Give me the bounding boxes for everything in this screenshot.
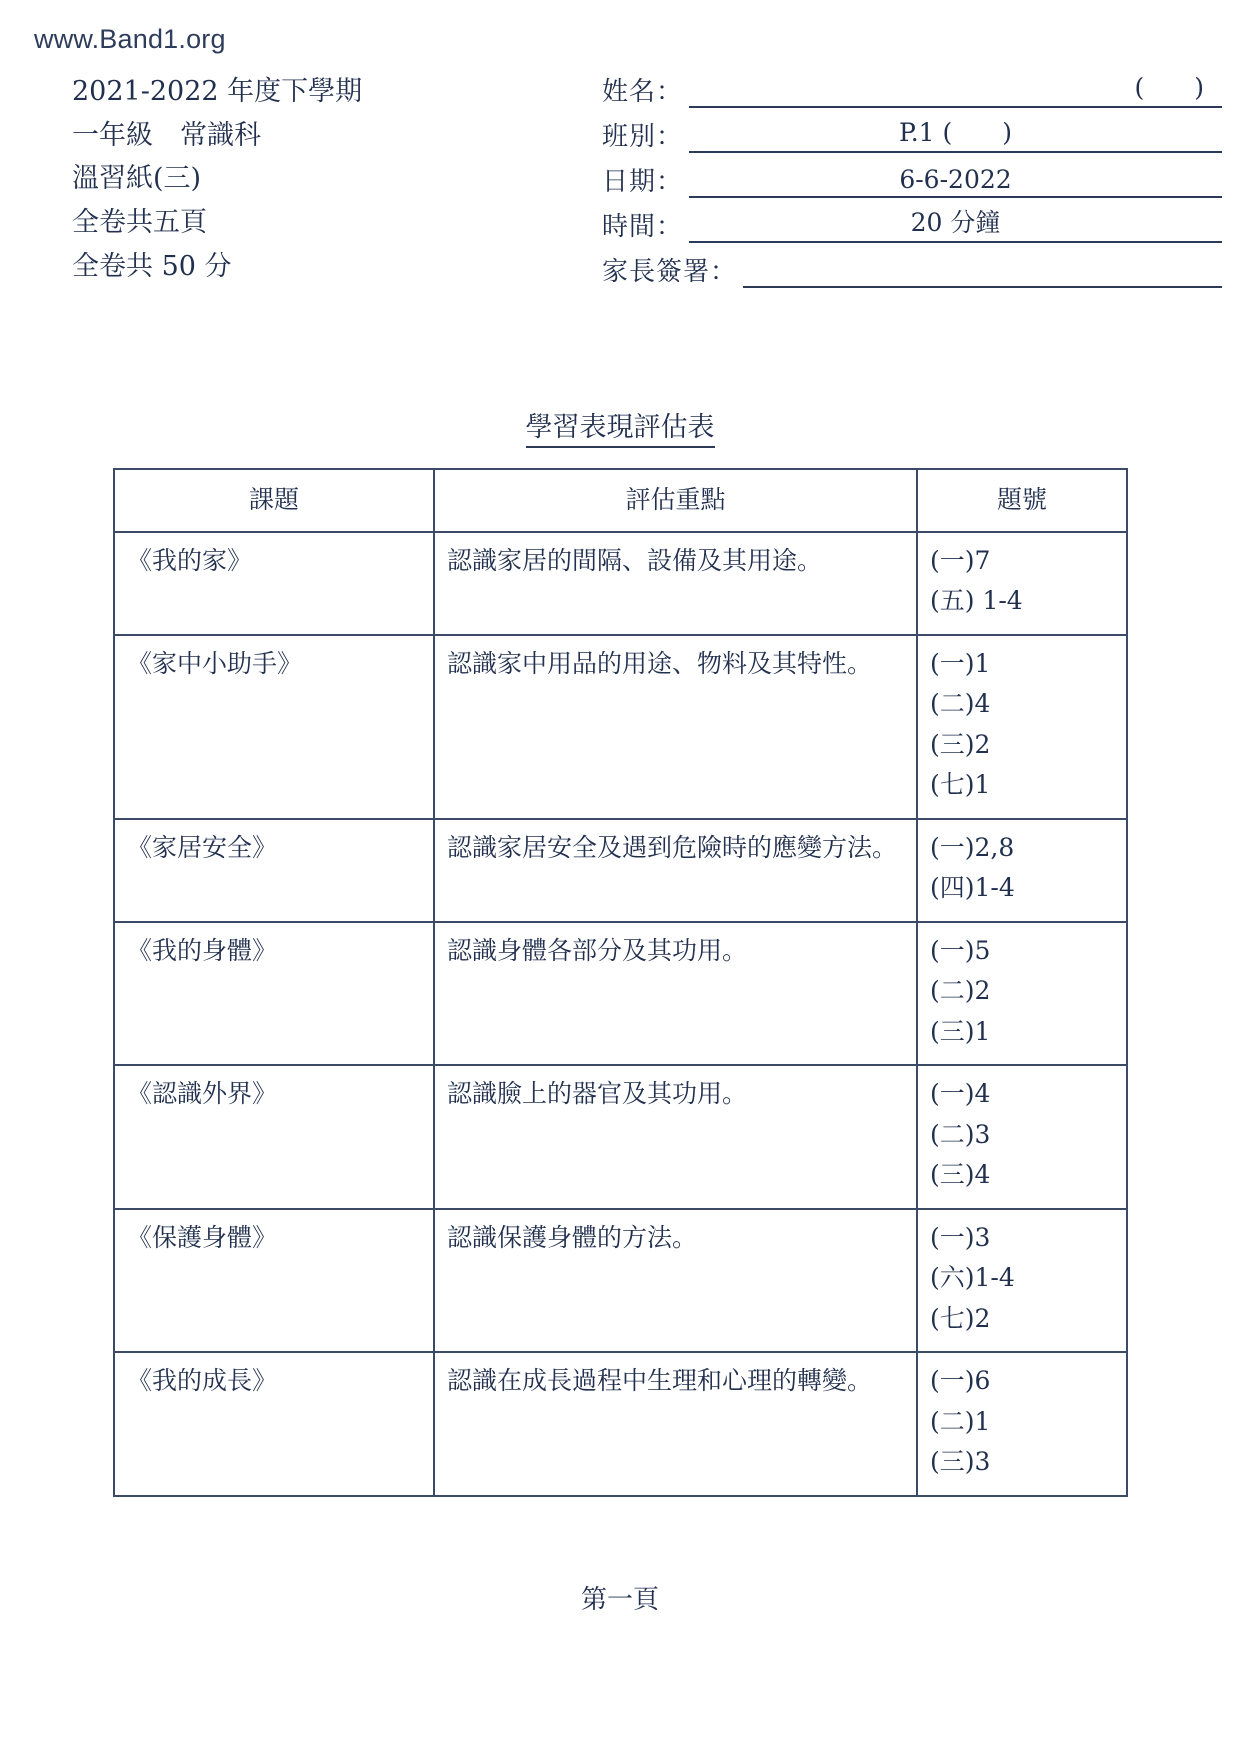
row-question-numbers [917,1352,1127,1496]
class-field-label: 班別： [602,122,684,152]
row-question-numbers [917,819,1127,922]
question-no: (七)1 [930,770,991,799]
question-no: (五) 1-4 [930,586,1023,615]
question-no: (二)1 [930,1406,991,1436]
row-topic: 《保護身體》 [114,1209,434,1353]
header-line-pages: 全卷共五頁 [72,207,207,239]
question-no: (三)3 [930,1447,991,1476]
table-row [114,635,1127,819]
column-header-topic: 課題 [114,469,434,532]
field-row-class [602,119,1222,153]
time-field-input[interactable] [689,208,1222,243]
table-row [114,1352,1127,1496]
table-row [114,922,1127,1066]
row-topic: 《家居安全》 [114,819,434,922]
date-field-label: 日期： [602,167,684,197]
header-fields-block [602,70,1222,299]
row-topic: 《我的家》 [114,532,434,635]
name-field-label: 姓名： [602,77,684,107]
table-row [114,1209,1127,1353]
header-line-term: 2021-2022 年度下學期 [72,76,363,107]
question-no: (一)1 [930,648,991,678]
parent-signature-label: 家長簽署： [602,257,738,287]
question-no: (三)4 [930,1160,991,1189]
row-question-numbers [917,635,1127,819]
table-row [114,819,1127,922]
site-watermark: www.Band1.org [34,24,226,54]
field-row-parent-signature [602,254,1222,288]
question-no: (一)2,8 [930,832,1015,862]
date-field-input[interactable] [689,166,1222,198]
row-question-numbers [917,532,1127,635]
row-focus: 認識家居的間隔、設備及其用途。 [434,532,917,635]
column-header-focus: 評估重點 [434,469,917,532]
header-info-block [72,70,542,299]
question-no: (三)1 [930,1016,991,1046]
header-line-grade-subject: 一年級 常識科 [72,119,261,151]
name-field-paren: ( ) [1134,73,1204,102]
row-topic: 《我的身體》 [114,922,434,1066]
header-line-worksheet: 溫習紙(三) [72,163,202,195]
row-focus: 認識臉上的器官及其功用。 [434,1065,917,1209]
question-no: (二)4 [930,689,991,718]
question-no: (一)7 [930,545,991,575]
date-field-value: 6-6-2022 [899,165,1012,194]
row-question-numbers [917,1065,1127,1209]
class-field-input[interactable] [689,118,1222,153]
row-topic: 《家中小助手》 [114,635,434,819]
table-header-row [114,469,1127,532]
row-topic: 《我的成長》 [114,1352,434,1496]
row-focus: 認識家中用品的用途、物料及其特性。 [434,635,917,819]
row-topic: 《認識外界》 [114,1065,434,1209]
question-no: (四)1-4 [930,873,1015,902]
table-row [114,532,1127,635]
time-field-label: 時間： [602,212,684,242]
question-no: (一)6 [930,1366,991,1395]
question-no: (七)2 [930,1303,991,1333]
row-focus: 認識在成長過程中生理和心理的轉變。 [434,1352,917,1496]
question-no: (一)5 [930,935,991,965]
time-field-value: 20 分鐘 [910,208,1001,237]
question-no: (一)4 [930,1079,991,1108]
page-number: 第一頁 [580,1585,659,1615]
field-row-time [602,209,1222,243]
question-no: (二)3 [930,1119,991,1149]
assessment-table-title [0,405,1240,444]
question-no: (一)3 [930,1222,991,1252]
parent-signature-input[interactable] [743,256,1222,288]
class-field-value: P.1 ( ) [898,118,1013,147]
row-question-numbers [917,922,1127,1066]
header-line-marks: 全卷共 50 分 [72,250,232,282]
assessment-table-title-text: 學習表現評估表 [526,412,715,448]
question-no: (二)2 [930,976,991,1005]
row-question-numbers [917,1209,1127,1353]
name-field-input[interactable] [689,73,1222,108]
question-no: (六)1-4 [930,1263,1015,1292]
assessment-table [113,468,1128,1497]
row-focus: 認識身體各部分及其功用。 [434,922,917,1066]
row-focus: 認識家居安全及遇到危險時的應變方法。 [434,819,917,922]
question-no: (三)2 [930,729,991,759]
field-row-date [602,164,1222,198]
field-row-name [602,74,1222,108]
row-focus: 認識保護身體的方法。 [434,1209,917,1353]
table-row [114,1065,1127,1209]
column-header-question-no: 題號 [917,469,1127,532]
document-header [0,70,1240,299]
